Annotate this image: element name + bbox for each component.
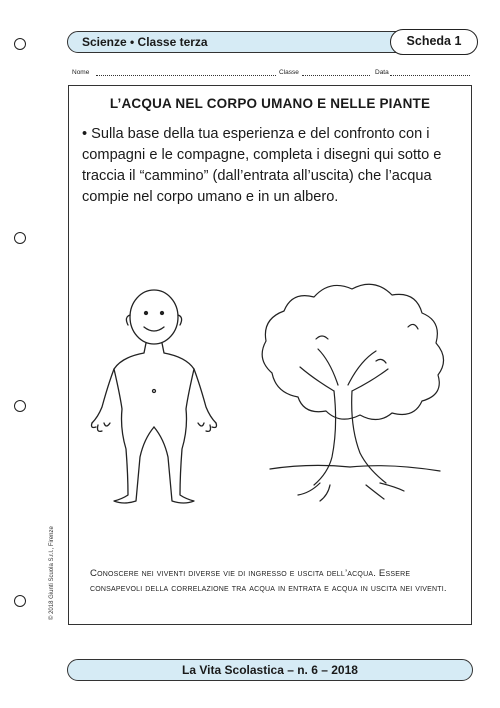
name-line [96, 75, 276, 76]
footer-bar: La Vita Scolastica – n. 6 – 2018 [67, 659, 473, 681]
copyright-note: © 2018 Giunti Scuola S.r.l., Firenze [49, 526, 55, 620]
binder-hole-3 [14, 400, 26, 412]
date-label: Data [375, 69, 389, 76]
date-line [390, 75, 470, 76]
worksheet-title: L’ACQUA NEL CORPO UMANO E NELLE PIANTE [109, 96, 431, 111]
subject-label: Scienze • Classe terza [82, 35, 208, 49]
instruction-text: • Sulla base della tua esperienza e del confronto con i compagni e le compagne, completa i disegni qui sotto e traccia il “cammino” (dall’entrata all’uscita) che l’acqua compie nel corpo umano e in un albero. [82, 126, 442, 205]
binder-hole-2 [14, 232, 26, 244]
binder-hole-1 [14, 38, 26, 50]
illustrations [90, 275, 470, 505]
class-label: Classe [279, 69, 299, 76]
tree-drawing [262, 284, 443, 501]
class-line [302, 75, 370, 76]
sheet-number: Scheda 1 [390, 29, 478, 55]
binder-hole-4 [14, 595, 26, 607]
human-figure-drawing [92, 290, 217, 503]
name-label: Nome [72, 69, 90, 76]
learning-objective: Conoscere nei viventi diverse vie di ingresso e uscita dell’acqua. Essere consapevoli della correlazione tra acqua in entrata e acqua in uscita nei viventi. [90, 568, 447, 594]
